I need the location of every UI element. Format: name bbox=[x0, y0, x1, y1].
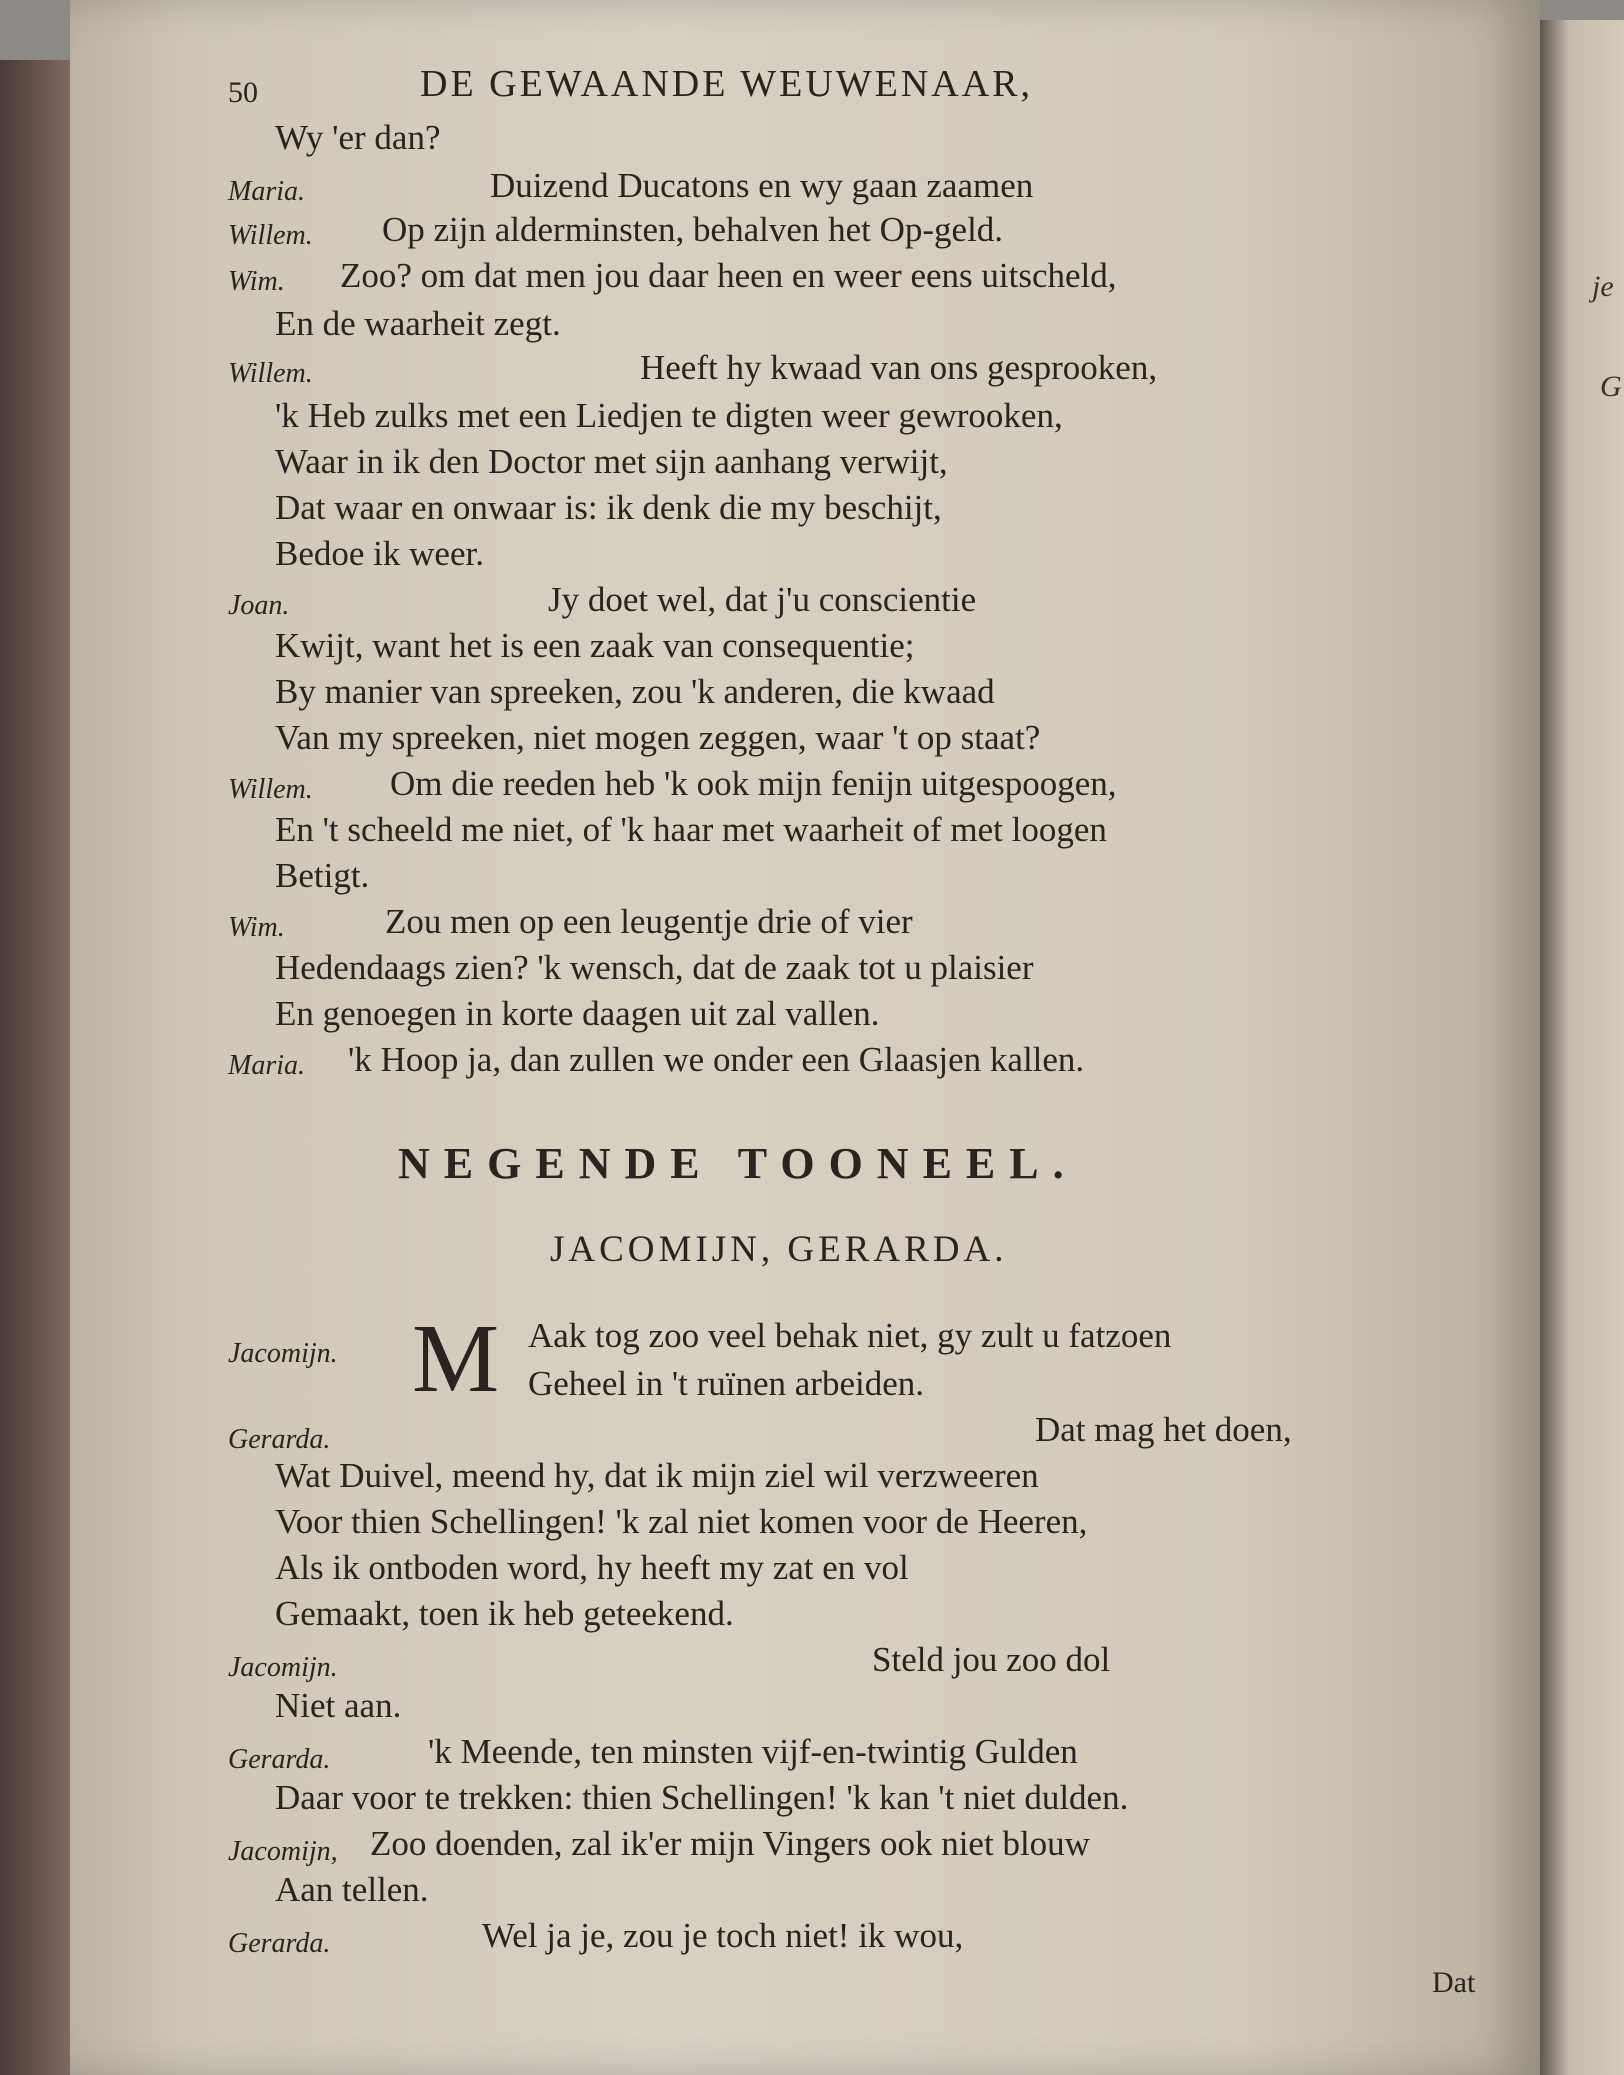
verse-line: Gemaakt, toen ik heb geteekend. bbox=[275, 1594, 734, 1633]
verse-line: Jy doet wel, dat j'u conscientie bbox=[548, 580, 977, 619]
speaker-label: Gerarda. bbox=[228, 1928, 331, 1959]
verse-line: Op zijn alderminsten, behalven het Op-geld. bbox=[382, 210, 1004, 249]
verse-line: En 't scheeld me niet, of 'k haar met waarheit of met loogen bbox=[275, 810, 1107, 849]
verse-line: Zoo doenden, zal ik'er mijn Vingers ook niet blouw bbox=[370, 1824, 1090, 1863]
verse-line: Bedoe ik weer. bbox=[275, 534, 484, 573]
verse-line: Heeft hy kwaad van ons gesprooken, bbox=[640, 348, 1158, 387]
running-head: DE GEWAANDE WEUWENAAR, bbox=[420, 63, 1034, 105]
page-number: 50 bbox=[228, 76, 258, 109]
verse-line: Om die reeden heb 'k ook mijn fenijn uitgespoogen, bbox=[390, 764, 1117, 803]
verse-line: Kwijt, want het is een zaak van consequentie; bbox=[275, 626, 915, 665]
speaker-label: Wim. bbox=[228, 912, 285, 943]
speaker-label: Jacomijn, bbox=[228, 1836, 338, 1867]
verse-line: Aan tellen. bbox=[275, 1870, 429, 1909]
verse-line: Wy 'er dan? bbox=[275, 118, 441, 157]
catchword: Dat bbox=[1432, 1966, 1476, 1999]
verse-line: Dat waar en onwaar is: ik denk die my beschijt, bbox=[275, 488, 942, 527]
verse-line: 'k Heb zulks met een Liedjen te digten weer gewrooken, bbox=[275, 396, 1063, 435]
verse-line: Van my spreeken, niet mogen zeggen, waar 't op staat? bbox=[275, 718, 1041, 757]
verse-line: Zoo? om dat men jou daar heen en weer eens uitscheld, bbox=[340, 256, 1117, 295]
verse-line: En de waarheit zegt. bbox=[275, 304, 561, 343]
speaker-label: Jacomijn. bbox=[228, 1652, 338, 1683]
verse-line: Wat Duivel, meend hy, dat ik mijn ziel wil verzweeren bbox=[275, 1456, 1039, 1495]
verse-line: En genoegen in korte daagen uit zal vallen. bbox=[275, 994, 880, 1033]
verse-line: 'k Meende, ten minsten vijf-en-twintig Gulden bbox=[428, 1732, 1078, 1771]
scene-title: NEGENDE TOONEEL. bbox=[398, 1139, 1078, 1188]
speaker-label: Gerarda. bbox=[228, 1424, 331, 1455]
verse-line: Niet aan. bbox=[275, 1686, 402, 1725]
speaker-label: Jacomijn. bbox=[228, 1338, 338, 1369]
next-page-fragment: G bbox=[1600, 370, 1622, 403]
scene-characters: JACOMIJN, GERARDA. bbox=[550, 1229, 1008, 1270]
drop-cap: M bbox=[412, 1305, 500, 1413]
verse-line: Wel ja je, zou je toch niet! ik wou, bbox=[482, 1916, 964, 1955]
verse-line: Als ik ontboden word, hy heeft my zat en vol bbox=[275, 1548, 909, 1587]
verse-line: Zou men op een leugentje drie of vier bbox=[385, 902, 913, 941]
speaker-label: Willem. bbox=[228, 774, 313, 805]
speaker-label: Maria. bbox=[228, 1050, 305, 1081]
verse-line: Waar in ik den Doctor met sijn aanhang verwijt, bbox=[275, 442, 948, 481]
verse-line: Aak tog zoo veel behak niet, gy zult u fatzoen bbox=[528, 1316, 1172, 1355]
verse-line: Dat mag het doen, bbox=[1035, 1410, 1292, 1449]
speaker-label: Joan. bbox=[228, 590, 290, 621]
verse-line: By manier van spreeken, zou 'k anderen, die kwaad bbox=[275, 672, 995, 711]
verse-line: 'k Hoop ja, dan zullen we onder een Glaasjen kallen. bbox=[348, 1040, 1085, 1079]
verse-line: Steld jou zoo dol bbox=[872, 1640, 1111, 1679]
verse-line: Duizend Ducatons en wy gaan zaamen bbox=[490, 166, 1034, 205]
speaker-label: Willem. bbox=[228, 220, 313, 251]
speaker-label: Willem. bbox=[228, 358, 313, 389]
verse-line: Betigt. bbox=[275, 856, 370, 895]
next-page-fragment: je bbox=[1592, 270, 1614, 303]
speaker-label: Gerarda. bbox=[228, 1744, 331, 1775]
verse-line: Voor thien Schellingen! 'k zal niet komen voor de Heeren, bbox=[275, 1502, 1088, 1541]
speaker-label: Maria. bbox=[228, 176, 305, 207]
verse-line: Hedendaags zien? 'k wensch, dat de zaak tot u plaisier bbox=[275, 948, 1034, 987]
speaker-label: Wim. bbox=[228, 266, 285, 297]
verse-line: Daar voor te trekken: thien Schellingen! 'k kan 't niet dulden. bbox=[275, 1778, 1129, 1817]
verse-line: Geheel in 't ruïnen arbeiden. bbox=[528, 1364, 925, 1403]
